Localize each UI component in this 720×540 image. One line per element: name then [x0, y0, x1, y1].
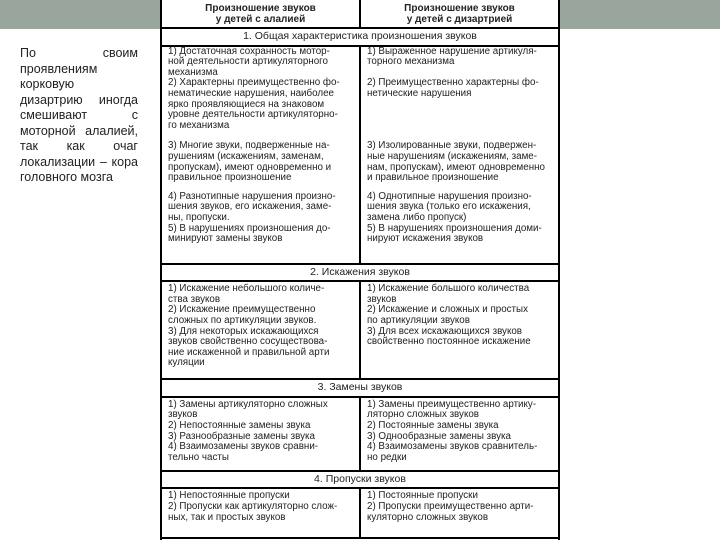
cell-dysarthria: 2) Искажение и сложных и простых по артикуляции звуков: [367, 304, 528, 326]
cell-alalia: 2) Искажение преимущественно сложных по артикуляции звуков.: [162, 305, 361, 326]
table-row: [162, 398, 558, 421]
comparison-table: [160, 0, 560, 540]
header-dysarthria: Произношение звуков у детей с дизартрией: [404, 3, 515, 25]
table-row: [162, 78, 558, 133]
table-row: [162, 305, 558, 326]
table-row: [162, 184, 558, 224]
section-title: 4. Пропуски звуков: [162, 472, 558, 490]
cell-alalia: 3) Для некоторых искажающихся звуков свойственно сосуществова- ние искаженной и правильной арти куляции: [162, 327, 361, 379]
table-row: [162, 282, 558, 305]
section-body: [162, 398, 558, 472]
cell-dysarthria: 3) Изолированные звуки, подвержен- ные нарушениям (искажениям, заме- нам, пропускам), имеют одновременно и правильное произношение: [367, 140, 545, 184]
section-title: 3. Замены звуков: [162, 380, 558, 398]
cell-alalia: 1) Замены артикуляторно сложных звуков: [162, 398, 361, 421]
section-title: 2. Искажения звуков: [162, 265, 558, 283]
cell-alalia: 1) Достаточная сохранность мотор- ной деятельности артикуляторного механизма: [162, 47, 361, 79]
table-sections: [162, 29, 558, 539]
header-alalia: Произношение звуков у детей с алалией: [162, 0, 361, 27]
cell-alalia: 4) Взаимозамены звуков сравни- тельно часты: [162, 442, 361, 470]
cell-dysarthria: 2) Постоянные замены звука: [367, 419, 499, 431]
table-row: [162, 224, 558, 263]
cell-dysarthria: 5) В нарушениях произношения доми- нируют искажения звуков: [367, 222, 542, 245]
cell-dysarthria: 2) Пропуски преимущественно арти- куляторно сложных звуков: [367, 500, 534, 523]
table-row: [162, 421, 558, 432]
table-row: [162, 502, 558, 537]
section-title: 1. Общая характеристика произношения звуков: [162, 29, 558, 47]
table-header: [162, 0, 558, 29]
cell-alalia: 3) Разнообразные замены звука: [162, 432, 361, 443]
section-body: [162, 47, 558, 265]
table-row: [162, 442, 558, 470]
table-row: [162, 327, 558, 379]
cell-dysarthria: 2) Преимущественно характерны фо- нетические нарушения: [367, 77, 539, 99]
cell-dysarthria: 4) Взаимозамены звуков сравнитель- но редки: [367, 441, 538, 463]
section-body: [162, 489, 558, 539]
cell-dysarthria: 1) Искажение большого количества звуков: [367, 283, 530, 305]
cell-alalia: 2) Непостоянные замены звука: [162, 421, 361, 432]
cell-dysarthria: 3) Однообразные замены звука: [367, 430, 512, 442]
cell-alalia: 3) Многие звуки, подверженные на- рушениям (искажениям, заменам, пропускам), имеют одновременно и правильное произношение: [162, 133, 361, 183]
cell-alalia: 4) Разнотипные нарушения произно- шения звуков, его искажения, заме- ны, пропуски.: [162, 184, 361, 224]
cell-alalia: 2) Пропуски как артикуляторно слож- ных, так и простых звуков: [162, 502, 361, 537]
cell-alalia: 2) Характерны преимущественно фо- нематические нарушения, наиболее ярко проявляющиеся на знаковом уровне деятельности артикуляторно- го механизма: [162, 78, 361, 133]
cell-dysarthria: 1) Постоянные пропуски: [367, 490, 478, 502]
cell-alalia: 1) Искажение небольшого количе- ства звуков: [162, 282, 361, 305]
table-row: [162, 133, 558, 183]
table-row: [162, 47, 558, 79]
cell-dysarthria: 4) Однотипные нарушения произно- шения звука (только его искажения, замена либо пропуск): [367, 190, 532, 223]
cell-dysarthria: 1) Выраженное нарушение артикуля- торного механизма: [367, 45, 537, 68]
slide-side-text: По своим проявлениям корковую дизартрию иногда смешивают с моторной алалией, так как очаг локализации – кора головного мозга: [20, 46, 138, 184]
cell-alalia: 1) Непостоянные пропуски: [162, 489, 361, 502]
section-body: [162, 282, 558, 380]
cell-alalia: 5) В нарушениях произношения до- минируют замены звуков: [162, 224, 361, 263]
cell-dysarthria: 1) Замены преимущественно артику- ляторно сложных звуков: [367, 398, 537, 421]
cell-dysarthria: 3) Для всех искажающихся звуков свойственно постоянное искажение: [367, 325, 531, 348]
